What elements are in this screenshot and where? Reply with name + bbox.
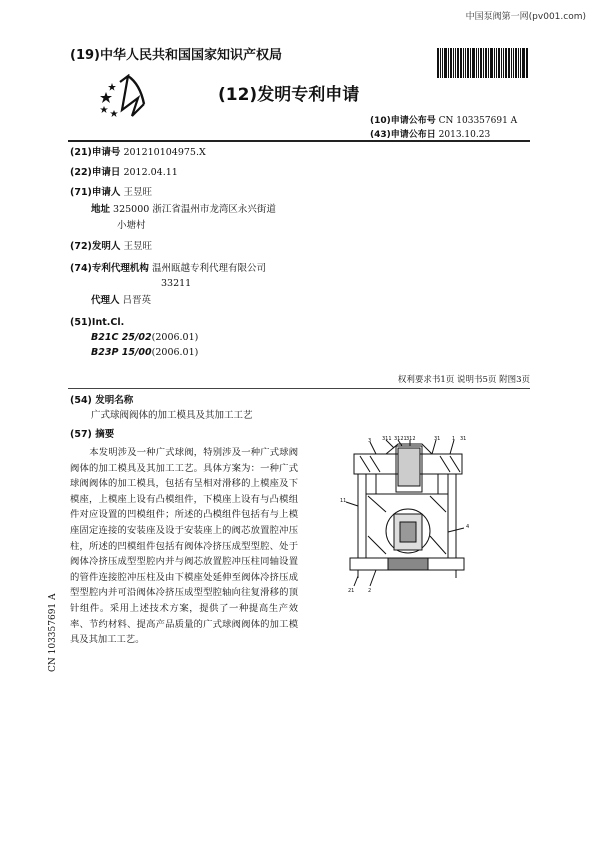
title-label: (54) 发明名称: [70, 395, 134, 406]
filing-date-value: 2012.04.11: [123, 167, 178, 178]
applicant-value: 王昱旺: [123, 187, 152, 198]
pub-date-row: [370, 127, 490, 140]
pub-number-value: CN 103357691 A: [438, 116, 518, 126]
site-header: 中国泵阀第一网(pv001.com): [465, 12, 586, 22]
fig-label-311: 311: [382, 436, 392, 442]
pages-divider: [68, 388, 530, 389]
sipo-logo-icon: [98, 74, 158, 118]
fig-label-1: 1: [452, 436, 456, 442]
office-title: (19)中华人民共和国国家知识产权局: [70, 48, 282, 63]
application-number-value: 201210104975.X: [123, 147, 206, 158]
intcl-row-2: [91, 346, 198, 360]
fig-label-312: 312: [406, 436, 416, 442]
intcl1-code: B21C 25/02: [91, 332, 152, 343]
header-divider: [68, 140, 530, 142]
address-row: [91, 203, 276, 217]
fig-label-31: 31: [434, 436, 441, 442]
fig-label-2: 2: [368, 588, 372, 594]
agency-code: 33211: [161, 278, 192, 289]
agency-label: (74)专利代理机构: [70, 263, 149, 274]
pub-number-label: (10)申请公布号: [370, 116, 436, 126]
address-line1: 325000 浙江省温州市龙湾区永兴街道: [113, 204, 276, 215]
pub-date-label: (43)申请公布日: [370, 130, 436, 140]
application-number-row: [70, 146, 206, 160]
intcl2-code: B23P 15/00: [91, 347, 152, 358]
pub-number-row: [370, 113, 517, 126]
agent-label: 代理人: [91, 295, 120, 306]
intcl1-version: (2006.01): [151, 332, 199, 343]
inventor-value: 王昱旺: [123, 241, 152, 252]
invention-title: 广式球阀阀体的加工模具及其加工工艺: [91, 410, 253, 421]
fig-label-21: 21: [348, 588, 355, 594]
applicant-row: [70, 186, 152, 200]
address-line2: 小塘村: [117, 220, 146, 231]
barcode-icon: [437, 48, 529, 78]
agency-row: [70, 262, 266, 276]
intcl-row-1: [91, 331, 198, 345]
abstract-text: 本发明涉及一种广式球阀，特别涉及一种广式球阀阀体的加工模具及其加工工艺。具体方案为：一种广式球阀阀体的加工模具，包括有呈相对滑移的上模座及下模座，上模座上设有凸模组件，下模座上设有与凸模组件对应设置的凹模组件；所述的凸模组件包括有与上模座固定连接的安装座及设于安装座上的阀芯放置腔冲压柱，所述的凹模组件包括有阀体冷挤压成型型腔、处于阀体冷挤压成型型腔内并与阀芯放置腔冲压柱同轴设置的管件连接腔冲压柱及由下模座处延伸至阀体冷挤压成型型腔内并可沿阀体冷挤压成型型腔轴向往复滑移的顶针组件。采用上述技术方案，提供了一种提高生产效率、节约材料、提高产品质量的广式球阀阀体的加工模具及其加工工艺。: [70, 447, 298, 646]
pages-info: 权利要求书1页 说明书5页 附图3页: [397, 375, 530, 385]
agent-row: [91, 294, 151, 308]
agent-value: 吕晋英: [122, 295, 152, 306]
intcl2-version: (2006.01): [151, 347, 199, 358]
application-number-label: (21)申请号: [70, 147, 121, 158]
filing-date-row: [70, 166, 178, 180]
abstract-label: (57) 摘要: [70, 429, 115, 440]
side-publication-number: CN 103357691 A: [48, 593, 58, 672]
fig-label-3: 3: [368, 438, 372, 444]
intcl-label: (51)Int.Cl.: [70, 317, 125, 328]
inventor-row: [70, 240, 152, 254]
fig-label-11: 11: [340, 498, 347, 504]
address-label: 地址: [91, 204, 111, 215]
fig-label-4: 4: [466, 524, 470, 530]
agency-value: 温州瓯越专利代理有限公司: [151, 263, 266, 274]
applicant-label: (71)申请人: [70, 187, 121, 198]
fig-label-3121: 3121: [394, 436, 407, 442]
inventor-label: (72)发明人: [70, 241, 121, 252]
technical-drawing: [336, 436, 476, 600]
document-type: (12)发明专利申请: [218, 85, 360, 105]
fig-label-31b: 31: [460, 436, 467, 442]
filing-date-label: (22)申请日: [70, 167, 121, 178]
pub-date-value: 2013.10.23: [438, 130, 491, 140]
